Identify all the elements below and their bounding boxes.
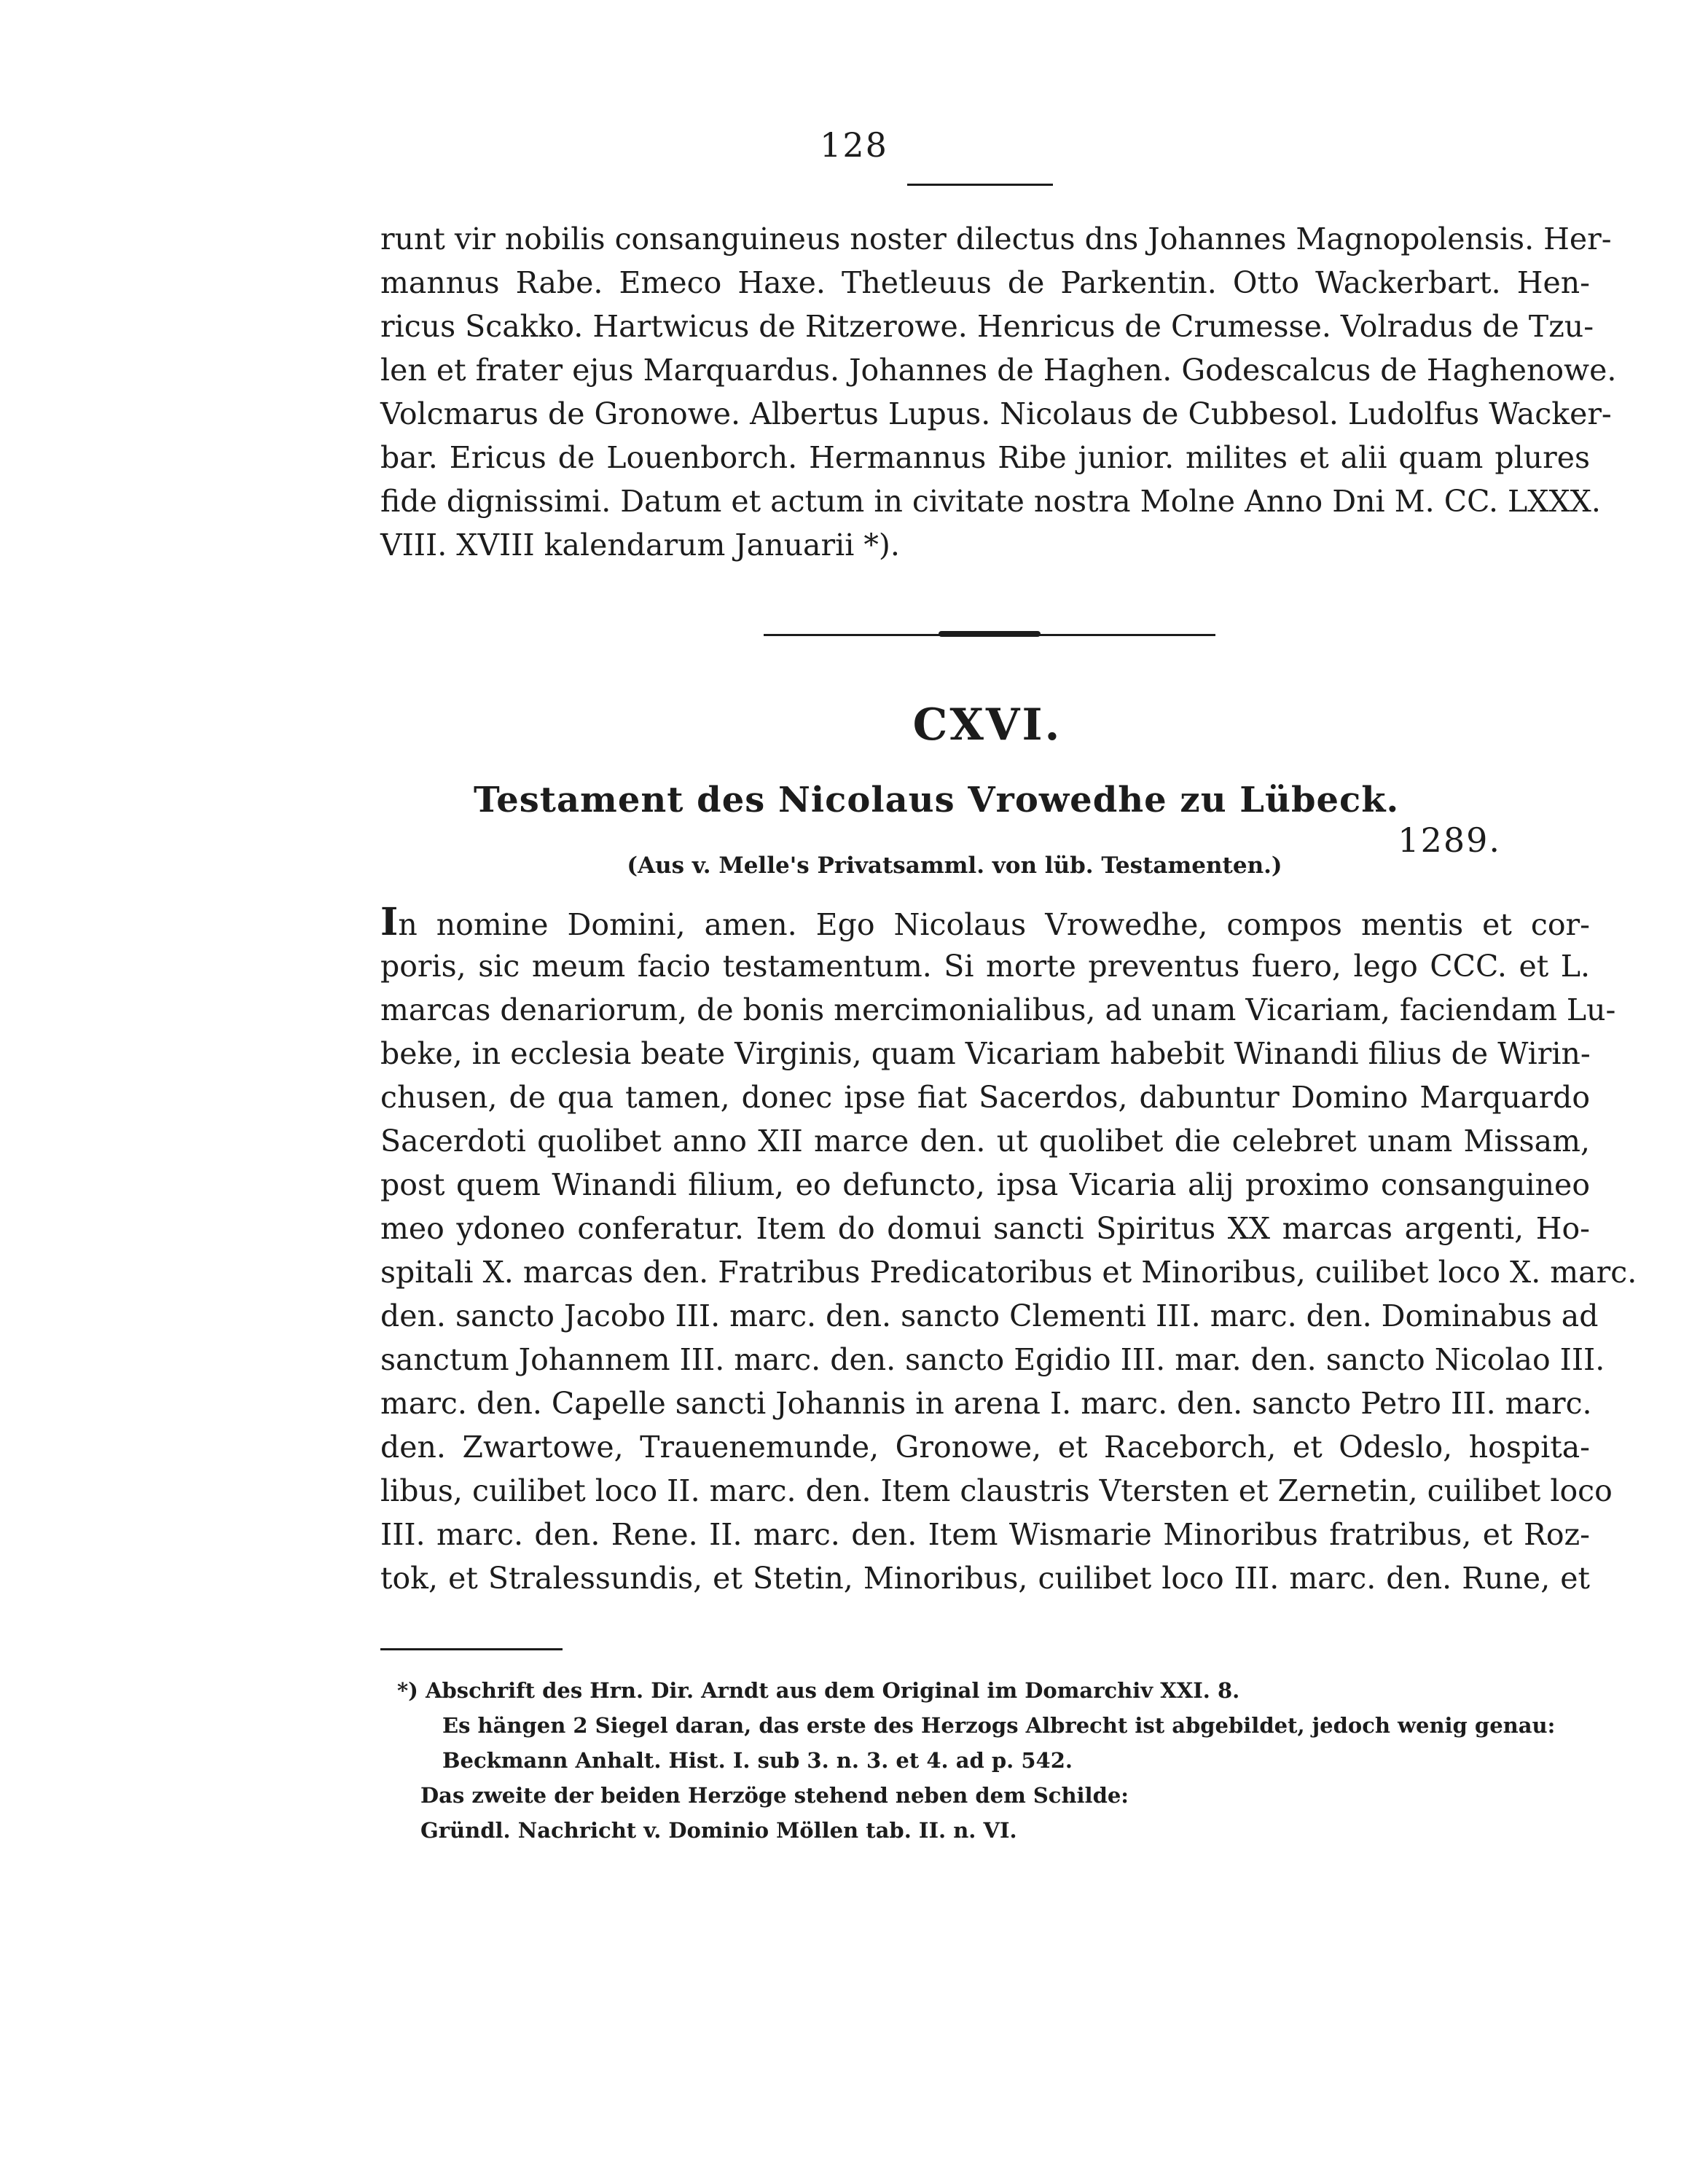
text-line <box>380 901 1590 944</box>
first-line-text: n nomine Domini, amen. Ego Nicolaus Vrowedhe, compos mentis et cor- <box>398 907 1590 942</box>
document-title <box>474 780 1501 860</box>
text-line: poris, sic meum facio testamentum. Si morte preventus fuero, lego CCC. et L. <box>380 949 1590 984</box>
text-line: fide dignissimi. Datum et actum in civitate nostra Molne Anno Dni M. CC. LXXX. <box>380 484 1601 519</box>
initial-letter: I <box>380 900 399 944</box>
text-line: Volcmarus de Gronowe. Albertus Lupus. Nicolaus de Cubbesol. Ludolfus Wacker- <box>380 396 1612 431</box>
text-line: spitali X. marcas den. Fratribus Predicatoribus et Minoribus, cuilibet loco X. marc. <box>380 1255 1637 1290</box>
document-title-text: Testament des Nicolaus Vrowedhe zu Lübeck. <box>474 780 1400 820</box>
text-line: III. marc. den. Rene. II. marc. den. Item Wismarie Minoribus fratribus, et Roz- <box>380 1517 1590 1552</box>
text-line: sanctum Johannem III. marc. den. sancto Egidio III. mar. den. sancto Nicolao III. <box>380 1342 1605 1377</box>
testament-text <box>380 900 1637 1600</box>
text-line: runt vir nobilis consanguineus noster dilectus dns Johannes Magnopolensis. Her- <box>380 222 1612 256</box>
text-line: post quem Winandi filium, eo defuncto, ipsa Vicaria alij proximo consanguineo <box>380 1167 1590 1202</box>
page-number: 128 <box>820 125 888 165</box>
text-line: ricus Scakko. Hartwicus de Ritzerowe. Henricus de Crumesse. Volradus de Tzu- <box>380 309 1594 344</box>
document-number: CXVI. <box>912 699 1062 751</box>
text-line: Sacerdoti quolibet anno XII marce den. ut quolibet die celebret unam Missam, <box>380 1124 1590 1159</box>
section-divider-ornament <box>939 631 1041 637</box>
footnote-line: *) Abschrift des Hrn. Dir. Arndt aus dem Original im Domarchiv XXI. 8. <box>397 1678 1240 1703</box>
footnote-line: Es hängen 2 Siegel daran, das erste des Herzogs Albrecht ist abgebildet, jedoch wenig genau: <box>442 1713 1556 1738</box>
text-line: beke, in ecclesia beate Virginis, quam Vicariam habebit Winandi filius de Wirin- <box>380 1036 1591 1071</box>
text-line: mannus Rabe. Emeco Haxe. Thetleuus de Parkentin. Otto Wackerbart. Hen- <box>380 265 1590 300</box>
footnote-line: Das zweite der beiden Herzöge stehend neben dem Schilde: <box>420 1783 1129 1808</box>
footnote-line: Beckmann Anhalt. Hist. I. sub 3. n. 3. et 4. ad p. 542. <box>442 1748 1073 1773</box>
text-line: den. sancto Jacobo III. marc. den. sancto Clementi III. marc. den. Dominabus ad <box>380 1298 1599 1333</box>
text-line: libus, cuilibet loco II. marc. den. Item claustris Vtersten et Zernetin, cuilibet loco <box>380 1473 1613 1508</box>
text-line: den. Zwartowe, Trauenemunde, Gronowe, et Raceborch, et Odeslo, hospita- <box>380 1430 1590 1465</box>
document-year: 1289. <box>1398 820 1501 860</box>
header-rule <box>907 184 1053 186</box>
text-line: meo ydoneo conferatur. Item do domui sancti Spiritus XX marcas argenti, Ho- <box>380 1211 1590 1246</box>
text-line: chusen, de qua tamen, donec ipse fiat Sacerdos, dabuntur Domino Marquardo <box>380 1080 1590 1115</box>
footnotes <box>397 1673 1563 1848</box>
text-line: VIII. XVIII kalendarum Januarii *). <box>380 528 900 563</box>
intro-paragraph <box>380 217 1617 567</box>
text-line: marcas denariorum, de bonis mercimonialibus, ad unam Vicariam, faciendam Lu- <box>380 992 1616 1027</box>
text-line: marc. den. Capelle sancti Johannis in arena I. marc. den. sancto Petro III. marc. <box>380 1386 1592 1421</box>
footnote-rule <box>380 1648 563 1650</box>
text-line: bar. Ericus de Louenborch. Hermannus Ribe junior. milites et alii quam plures <box>380 440 1590 475</box>
document-source: (Aus v. Melle's Privatsamml. von lüb. Testamenten.) <box>627 853 1282 879</box>
text-line: len et frater ejus Marquardus. Johannes de Haghen. Godescalcus de Haghenowe. <box>380 353 1617 388</box>
footnote-line: Gründl. Nachricht v. Dominio Möllen tab. II. n. VI. <box>420 1818 1017 1843</box>
text-line: tok, et Stralessundis, et Stetin, Minoribus, cuilibet loco III. marc. den. Rune, et <box>380 1561 1590 1596</box>
